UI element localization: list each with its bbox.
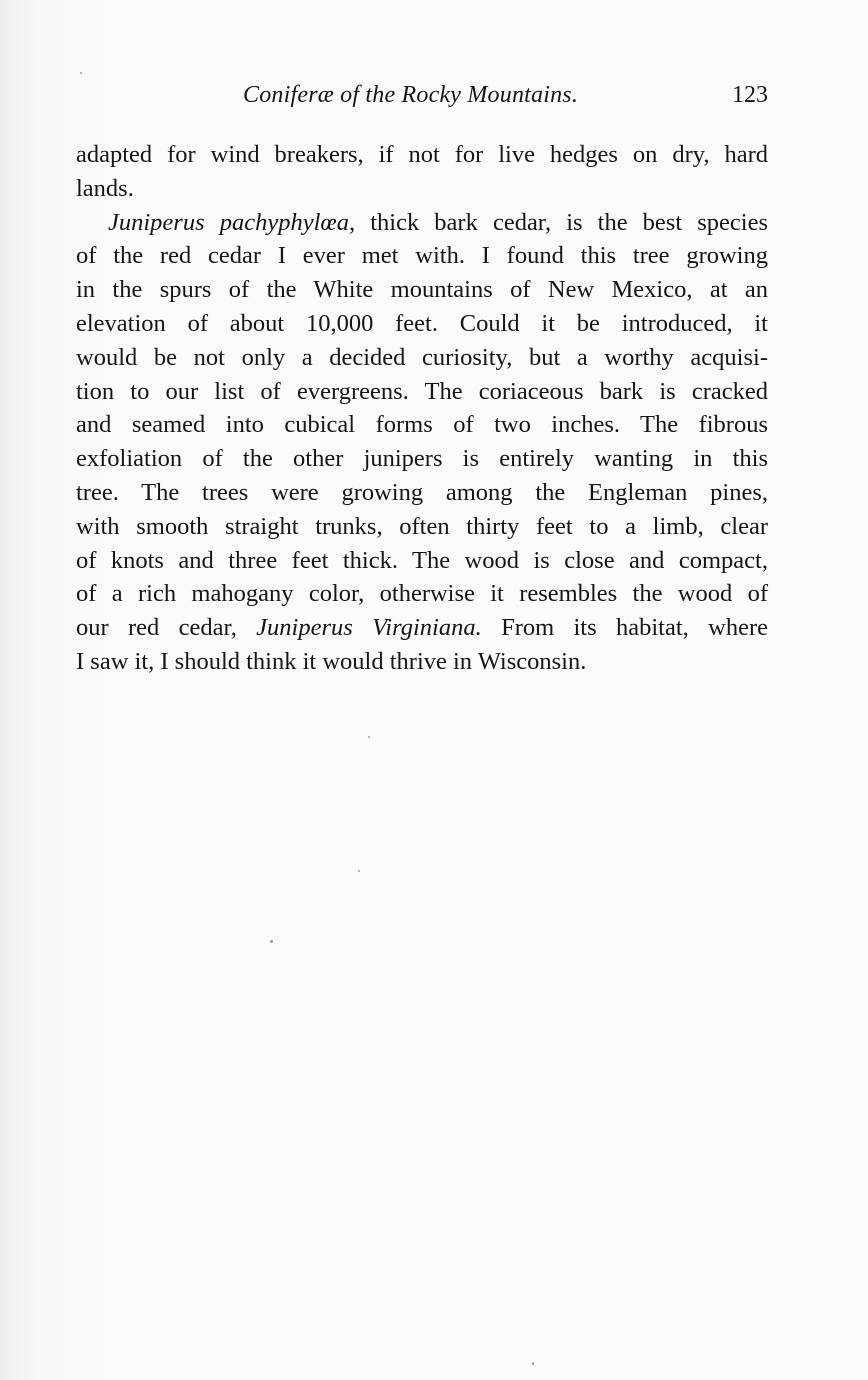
text-run: of the red cedar I ever met with. I found this tree growing [76,242,768,270]
text-run: thick bark cedar, is the best species [355,208,768,236]
text-run: I saw it, I should think it would thrive in Wisconsin. [76,647,587,675]
text-run: would be not only a decided curiosity, but a worthy acquisi- [76,343,768,371]
text-run: of knots and three feet thick. The wood is close and compact, [76,546,768,574]
text-line [76,239,768,273]
text-line [76,442,768,476]
text-run: our red cedar, [76,614,257,642]
running-head [76,82,768,118]
text-run: From its habitat, where [481,614,768,642]
text-run: with smooth straight trunks, often thirty feet to a limb, clear [76,512,768,540]
page-number: 123 [732,82,768,108]
text-run: elevation of about 10,000 feet. Could it be introduced, it [76,309,768,337]
text-run: exfoliation of the other junipers is entirely wanting in this [76,445,768,473]
text-line [76,206,768,240]
text-line [76,138,768,172]
text-run: lands. [76,174,134,202]
running-title: Coniferæ of the Rocky Mountains. [243,82,579,108]
body-text [76,138,768,679]
text-line [76,510,768,544]
paper-speck [270,940,273,943]
text-line [76,375,768,409]
text-line [76,577,768,611]
text-run: and seamed into cubical forms of two inches. The fibrous [76,411,768,439]
italic-text-run: Juniperus pachyphylœa, [108,208,356,236]
text-line [76,645,768,679]
paper-speck [368,736,370,738]
text-line [76,611,768,645]
text-line [76,544,768,578]
text-run: adapted for wind breakers, if not for live hedges on dry, hard [76,141,768,168]
paper-speck [358,870,360,872]
paper-speck [80,72,82,74]
text-line [76,273,768,307]
text-line [76,476,768,510]
text-run: tion to our list of evergreens. The coriaceous bark is cracked [76,377,768,405]
text-run: of a rich mahogany color, otherwise it resembles the wood of [76,580,768,608]
text-line [76,341,768,375]
text-line [76,408,768,442]
italic-text-run: Juniperus Virginiana. [256,614,482,642]
text-line [76,172,768,206]
text-run: in the spurs of the White mountains of New Mexico, at an [76,276,768,304]
text-line [76,307,768,341]
paper-speck [532,1362,534,1365]
text-run: tree. The trees were growing among the Engleman pines, [76,478,768,506]
